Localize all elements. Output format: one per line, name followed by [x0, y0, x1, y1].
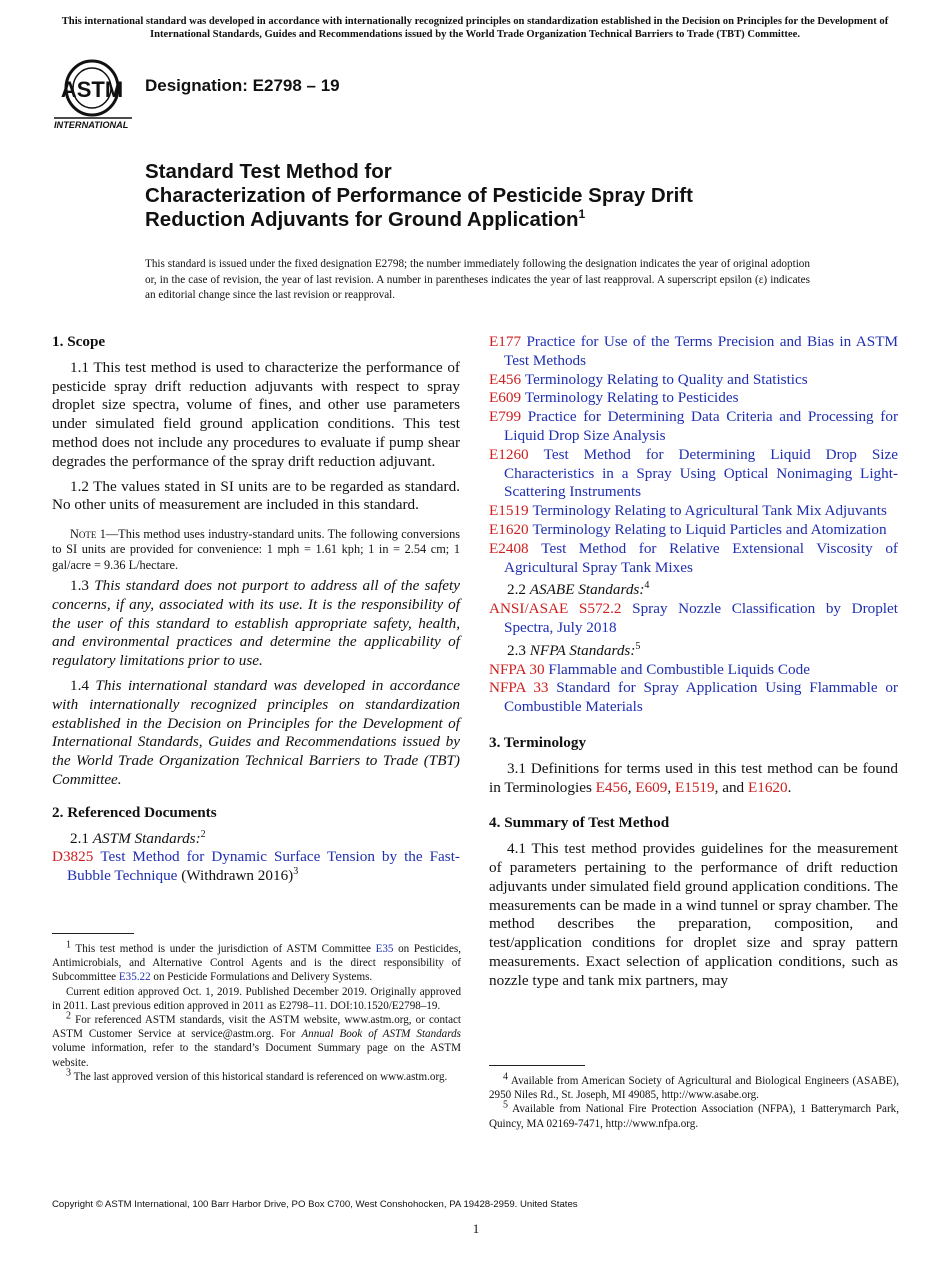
scope-1-4-number: 1.4	[70, 677, 96, 695]
footnote-1	[52, 939, 461, 985]
terminology-sep-1: ,	[627, 778, 636, 796]
footnote-1-link-e35[interactable]: E35	[375, 943, 394, 955]
ref-nfpa-30-title[interactable]: Flammable and Combustible Liquids Code	[548, 660, 810, 678]
ref-d3825-title[interactable]: Test Method for Dynamic Surface Tension by the Fast-Bubble Technique	[67, 848, 460, 885]
intro-paragraph: This standard is issued under the fixed designation E2798; the number immediately following the designation indicates the year of original adoption or, in the case of revision, the year of last revision. A number in parentheses indicates the year of last reapproval. A superscript epsilon (ε) indicates an editorial change since the last revision or reapproval.	[145, 258, 810, 301]
section-2-1-number: 2.1	[70, 829, 93, 847]
ref-e1620	[489, 521, 898, 540]
footnote-2-mark: 2	[66, 1010, 71, 1022]
footnote-4	[489, 1071, 899, 1102]
section-2-3-sup: 5	[635, 640, 641, 652]
section-2-2-number: 2.2	[507, 581, 530, 599]
ref-e456-title[interactable]: Terminology Relating to Quality and Statistics	[524, 370, 808, 388]
astm-standards-label	[52, 830, 460, 849]
ref-e609-title[interactable]: Terminology Relating to Pesticides	[524, 389, 739, 407]
section-2-1-sup: 2	[200, 828, 206, 840]
ref-e177-title[interactable]: Practice for Use of the Terms Precision and Bias in ASTM Test Methods	[504, 333, 899, 369]
ref-e609-code[interactable]: E609	[489, 389, 522, 407]
ref-e799-code[interactable]: E799	[489, 408, 522, 426]
ref-e1620-code[interactable]: E1620	[489, 520, 529, 538]
ref-e456-code[interactable]: E456	[489, 370, 522, 388]
footnote-4-mark: 4	[503, 1071, 508, 1083]
ref-e1519-code[interactable]: E1519	[489, 502, 529, 520]
terminology-text: 3.1 Definitions for terms used in this test method can be found in Terminologies	[489, 759, 898, 796]
ref-nfpa-33-code[interactable]: NFPA 33	[489, 679, 549, 697]
logo-mark: ASTM	[60, 77, 124, 102]
asabe-standards-label	[489, 581, 898, 600]
section-2-2-label: ASABE Standards:	[529, 581, 645, 599]
right-column	[489, 333, 898, 991]
footnote-rule-right	[489, 1065, 585, 1066]
ref-e2408-code[interactable]: E2408	[489, 539, 529, 557]
footnote-5	[489, 1099, 899, 1130]
footnote-2	[52, 1010, 461, 1070]
scope-1-4	[52, 677, 460, 790]
terminology-link-e1620[interactable]: E1620	[747, 778, 788, 796]
ref-e456	[489, 371, 898, 390]
terminology-3-1	[489, 760, 898, 798]
scope-1-1: 1.1 This test method is used to characterize the performance of pesticide spray drift reduction adjuvants with respect to spray droplet size spectra, volume of fines, and other use parameters under simulated field ground application conditions. This test method does not include any procedures to evaluate if pump shear degrades the performance of the spray drift reduction adjuvant.	[52, 358, 460, 470]
scope-note-1	[52, 527, 460, 573]
header-note: This international standard was developed in accordance with internationally recognized principles on standardization established in the Decision on Principles for the Development of International Standards, Guides and Recommendations issued by the World Trade Organization Technical Barriers to Trade (TBT) Committee.	[61, 16, 889, 40]
terminology-link-e1519[interactable]: E1519	[674, 778, 715, 796]
ref-e1260	[489, 446, 898, 502]
scope-1-2: 1.2 The values stated in SI units are to be regarded as standard. No other units of measurement are included in this standard.	[52, 477, 460, 514]
terminology-link-e609[interactable]: E609	[635, 778, 668, 796]
section-2-1-label: ASTM Standards:	[92, 829, 201, 847]
terminology-sep-2: ,	[667, 778, 675, 796]
astm-logo	[52, 58, 136, 134]
footnote-3	[52, 1067, 461, 1084]
ref-e1519-title[interactable]: Terminology Relating to Agricultural Tank Mix Adjuvants	[532, 502, 887, 520]
footnote-1-text-b: on Pesticides, Antimicrobials, and Alternative Control Agents and is the direct responsibility of Subcommittee	[52, 943, 461, 984]
referenced-heading: 2. Referenced Documents	[52, 803, 217, 821]
footnote-rule-left	[52, 933, 134, 934]
footnote-1-edition: Current edition approved Oct. 1, 2019. Published December 2019. Originally approved in 2011. Last previous edition approved in 2011 as E2798–11. DOI:10.1520/E2798–19.	[52, 985, 461, 1012]
footnotes-left	[52, 939, 461, 1084]
ref-asae-s572-title[interactable]: Spray Nozzle Classification by Droplet Spectra, July 2018	[504, 600, 898, 636]
page-number: 1	[472, 1221, 480, 1236]
left-column	[52, 333, 460, 886]
ref-nfpa-33	[489, 679, 898, 717]
footnote-3-text: The last approved version of this historical standard is referenced on www.astm.org.	[71, 1070, 448, 1083]
terminology-end: .	[787, 778, 792, 796]
ref-d3825	[52, 848, 460, 886]
section-2-2-sup: 4	[644, 580, 650, 592]
scope-1-3-number: 1.3	[70, 577, 95, 595]
title-line-3-text: Reduction Adjuvants for Ground Application	[145, 208, 579, 231]
copyright-footer: Copyright © ASTM International, 100 Barr Harbor Drive, PO Box C700, West Conshohocken, PA 19428-2959. United States	[52, 1199, 578, 1210]
title-line-1: Standard Test Method for	[145, 160, 392, 183]
scope-1-3	[52, 577, 460, 671]
title-footnote-mark: 1	[578, 207, 586, 222]
footnote-4-text: Available from American Society of Agricultural and Biological Engineers (ASABE), 2950 Niles Rd., St. Joseph, MI 49085, http://www.asabe.org.	[489, 1075, 899, 1102]
terminology-heading: 3. Terminology	[489, 733, 587, 751]
footnote-1-text-c: on Pesticide Formulations and Delivery Systems.	[150, 971, 373, 984]
footnote-2-text-b: volume information, refer to the standard’s Document Summary page on the ASTM website.	[52, 1042, 461, 1069]
scope-1-3-text: This standard does not purport to address all of the safety concerns, if any, associated with its use. It is the responsibility of the user of this standard to establish appropriate safety, health, and environmental practices and determine the applicability of regulatory limitations prior to use.	[52, 577, 460, 670]
ref-e1260-code[interactable]: E1260	[489, 445, 529, 463]
footnote-5-text: Available from National Fire Protection Association (NFPA), 1 Batterymarch Park, Quincy, MA 02169-7471, http://www.nfpa.org.	[489, 1103, 899, 1130]
ref-e1620-title[interactable]: Terminology Relating to Liquid Particles and Atomization	[532, 520, 887, 538]
nfpa-standards-label	[489, 642, 898, 661]
designation: Designation: E2798 – 19	[145, 76, 340, 95]
summary-4-1: 4.1 This test method provides guidelines for the measurement of parameters pertaining to the performance of drift reduction adjuvants under simulated field ground application conditions. The measurements can be made in a wind tunnel or spray chamber. The method describes the preparation, composition, and test/application conditions for droplet size and spray pattern measurements. Exact selection of application conditions, such as nozzle type and tank mix partners, may	[489, 840, 898, 989]
section-2-3-number: 2.3	[507, 641, 530, 659]
scope-heading: 1. Scope	[52, 333, 106, 350]
ref-e177-code[interactable]: E177	[489, 333, 522, 350]
footnotes-right	[489, 1071, 899, 1131]
footnote-1-text-a: This test method is under the jurisdiction of ASTM Committee	[71, 943, 376, 955]
ref-e799-title[interactable]: Practice for Determining Data Criteria and Processing for Liquid Drop Size Analysis	[504, 408, 898, 444]
footnote-2-italic: Annual Book of ASTM Standards	[301, 1028, 461, 1041]
footnote-5-mark: 5	[503, 1099, 508, 1111]
ref-d3825-code[interactable]: D3825	[52, 848, 94, 866]
footnote-3-mark: 3	[66, 1067, 71, 1079]
scope-1-4-text: This international standard was developed in accordance with internationally recognized principles on standardization established in the Decision on Principles for the Development of International Standards, Guides and Recommendations issued by the World Trade Organization Technical Barriers to Trade (TBT) Committee.	[52, 677, 460, 789]
document-title	[145, 160, 693, 232]
footnote-1-link-e3522[interactable]: E35.22	[118, 971, 151, 984]
ref-d3825-suffix: (Withdrawn 2016)	[177, 867, 294, 885]
ref-e2408	[489, 540, 898, 578]
ref-d3825-sup: 3	[293, 866, 299, 878]
terminology-sep-3: , and	[714, 778, 748, 796]
title-line-2: Characterization of Performance of Pesticide Spray Drift	[145, 184, 693, 207]
footnote-1-mark: 1	[66, 939, 71, 951]
note-text: 1—This method uses industry-standard units. The following conversions to SI units are provided for convenience: 1 mph = 1.61 kph; 1 in = 2.54 cm; 1 gal/acre = 9.36 L/hectare.	[52, 527, 460, 572]
ref-e177	[489, 333, 898, 371]
ref-e609	[489, 389, 898, 408]
section-2-3-label: NFPA Standards:	[529, 641, 636, 659]
summary-heading: 4. Summary of Test Method	[489, 814, 670, 832]
footnote-2-text-a: For referenced ASTM standards, visit the ASTM website, www.astm.org, or contact ASTM Customer Service at service@astm.org. For	[52, 1014, 461, 1041]
ref-nfpa-30	[489, 661, 898, 680]
logo-wordmark: INTERNATIONAL	[54, 120, 129, 130]
ref-nfpa-33-title[interactable]: Standard for Spray Application Using Flammable or Combustible Materials	[504, 679, 898, 716]
ref-e799	[489, 408, 898, 446]
note-label: Note	[70, 527, 97, 542]
ref-asae-s572-code[interactable]: ANSI/ASAE S572.2	[489, 600, 622, 618]
title-line-3	[145, 208, 693, 232]
ref-e1519	[489, 502, 898, 521]
terminology-link-e456[interactable]: E456	[595, 778, 628, 796]
ref-nfpa-30-code[interactable]: NFPA 30	[489, 660, 545, 678]
ref-e1260-title[interactable]: Test Method for Determining Liquid Drop Size Characteristics in a Spray Using Optical Nonimaging Light-Scattering Instruments	[504, 445, 898, 501]
ref-asae-s572	[489, 600, 898, 638]
ref-e2408-title[interactable]: Test Method for Relative Extensional Viscosity of Agricultural Spray Tank Mixes	[504, 539, 898, 576]
